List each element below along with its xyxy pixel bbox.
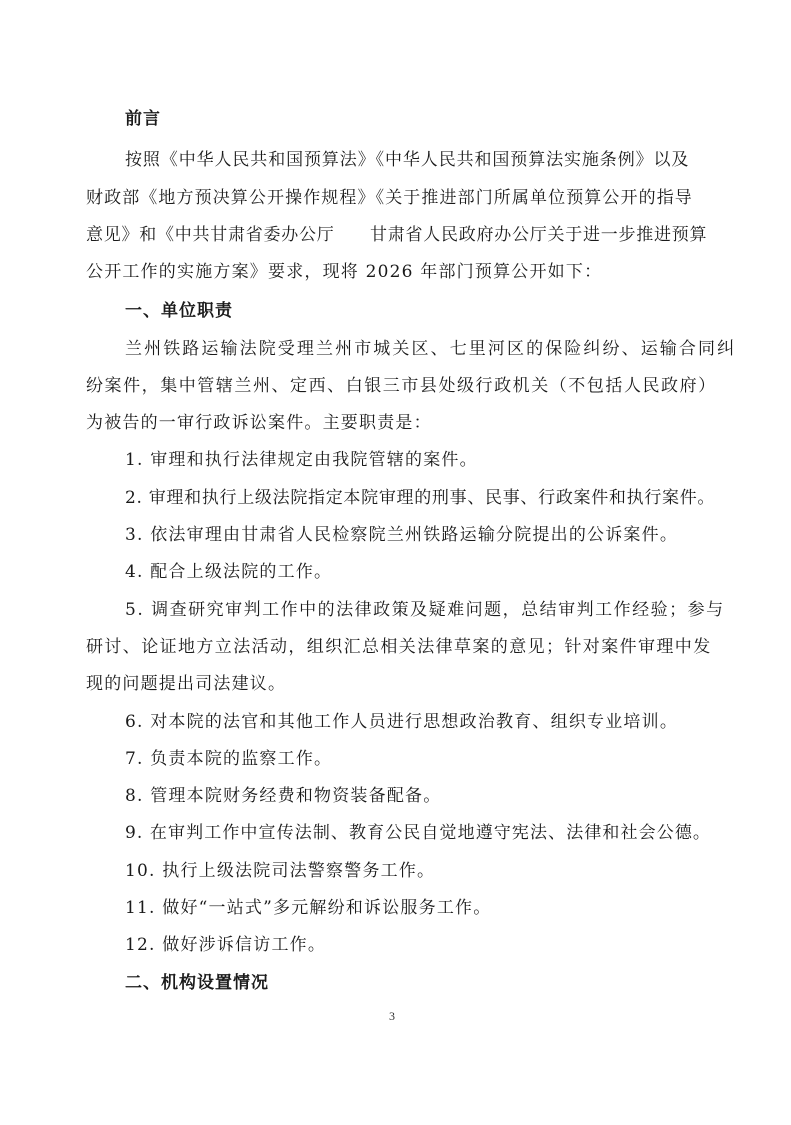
- section-2-title: 二、机构设置情况: [125, 973, 269, 993]
- preface-title: 前言: [125, 109, 161, 129]
- duty-item: 11. 做好“一站式”多元解纷和诉讼服务工作。: [125, 898, 492, 918]
- duty-item: 12. 做好涉诉信访工作。: [125, 935, 327, 955]
- duty-item: 9. 在审判工作中宣传法制、教育公民自觉地遵守宪法、法律和社会公德。: [125, 823, 712, 843]
- duty-item-continued: 研讨、论证地方立法活动，组织汇总相关法律草案的意见；针对案件审理中发: [86, 637, 712, 657]
- duty-item: 2. 审理和执行上级法院指定本院审理的刑事、民事、行政案件和执行案件。: [125, 488, 716, 508]
- preface-line: 按照《中华人民共和国预算法》《中华人民共和国预算法实施条例》以及: [125, 150, 690, 170]
- preface-line: 财政部《地方预决算公开操作规程》《关于推进部门所属单位预算公开的指导: [86, 188, 693, 208]
- duty-item: 10. 执行上级法院司法警察警务工作。: [125, 861, 436, 881]
- section-1-intro-line: 纷案件，集中管辖兰州、定西、白银三市县处级行政机关（不包括人民政府）: [86, 376, 717, 396]
- duty-item: 3. 依法审理由甘肃省人民检察院兰州铁路运输分院提出的公诉案件。: [125, 525, 679, 545]
- duty-item-continued: 现的问题提出司法建议。: [86, 674, 287, 694]
- duty-item: 7. 负责本院的监察工作。: [125, 749, 333, 769]
- page-number: 3: [389, 1009, 395, 1023]
- preface-line: 意见》和《中共甘肃省委办公厅 甘肃省人民政府办公厅关于进一步推进预算: [86, 225, 708, 245]
- section-1-intro-line: 兰州铁路运输法院受理兰州市城关区、七里河区的保险纠纷、运输合同纠: [125, 339, 737, 359]
- preface-line: 公开工作的实施方案》要求，现将 2026 年部门预算公开如下：: [86, 262, 603, 282]
- duty-item: 5. 调查研究审判工作中的法律政策及疑难问题，总结审判工作经验；参与: [125, 600, 725, 620]
- duty-item: 8. 管理本院财务经费和物资装备配备。: [125, 786, 442, 806]
- duty-item: 6. 对本院的法官和其他工作人员进行思想政治教育、组织专业培训。: [125, 712, 679, 732]
- duty-item: 1. 审理和执行法律规定由我院管辖的案件。: [125, 450, 478, 470]
- duty-item: 4. 配合上级法院的工作。: [125, 562, 333, 582]
- section-1-intro-line: 为被告的一审行政诉讼案件。主要职责是：: [86, 413, 432, 433]
- section-1-title: 一、单位职责: [125, 301, 233, 321]
